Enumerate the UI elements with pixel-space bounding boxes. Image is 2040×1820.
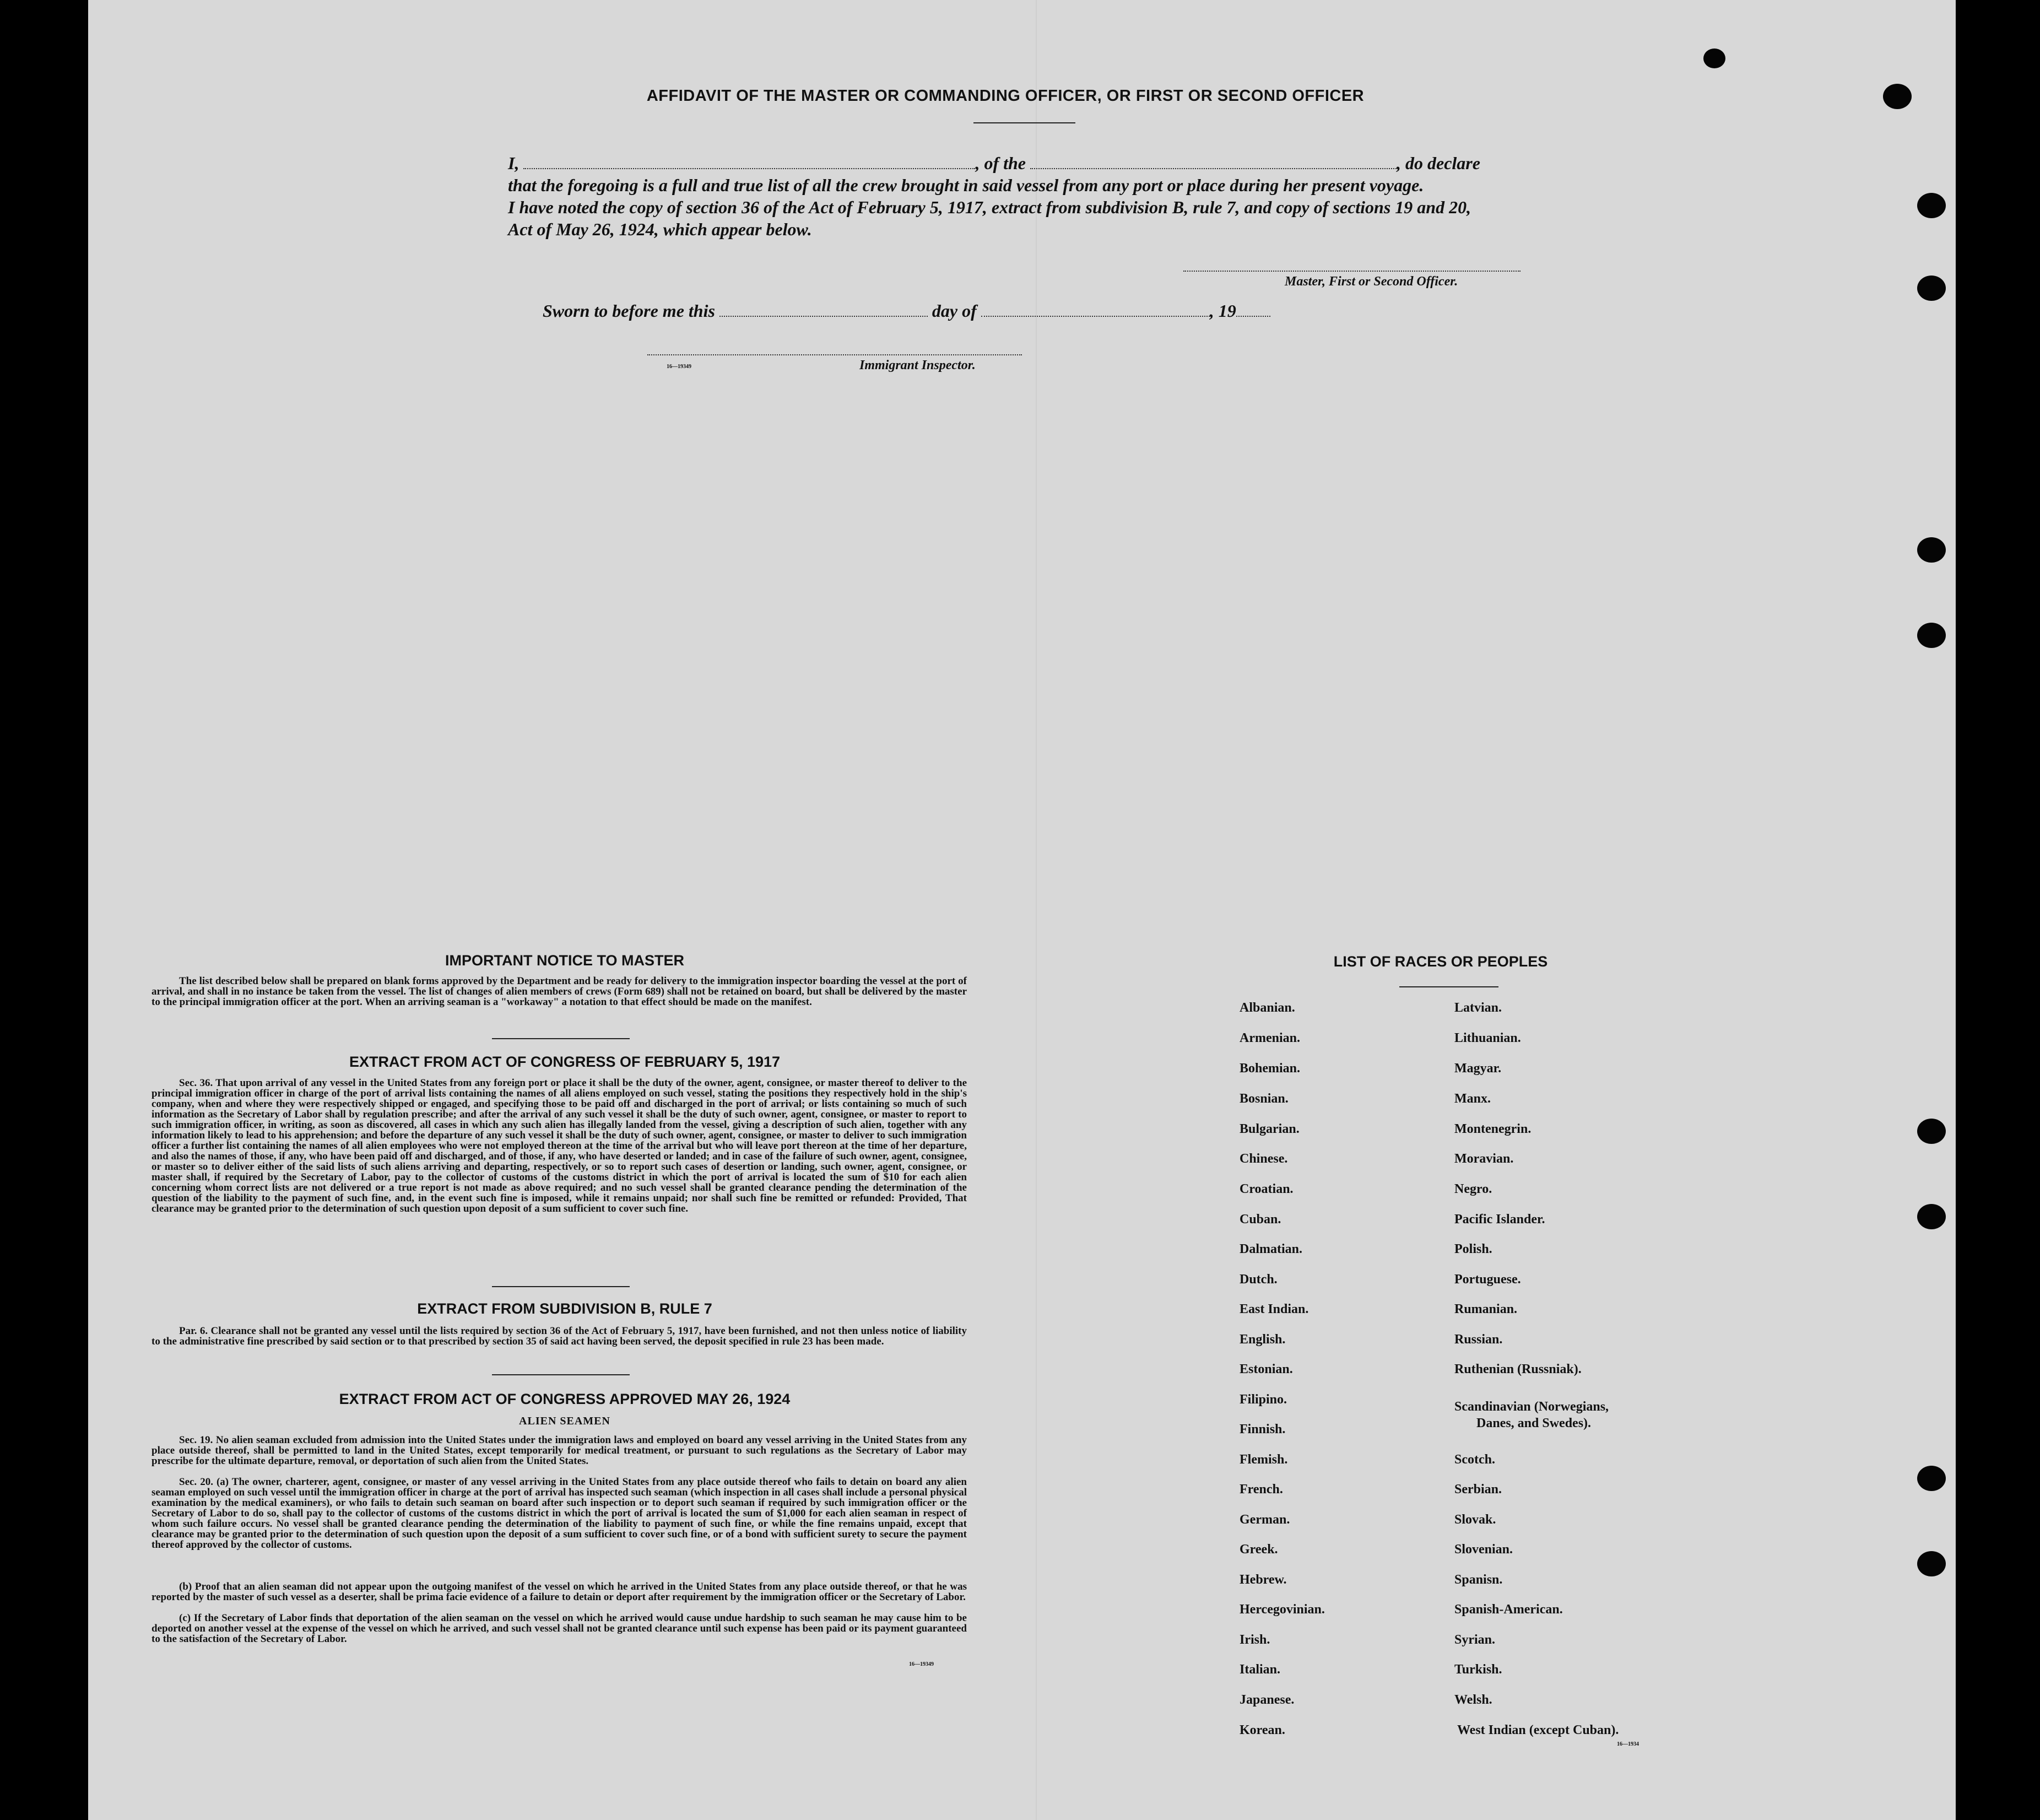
race-item: English. bbox=[1240, 1332, 1286, 1347]
race-item: Syrian. bbox=[1454, 1633, 1496, 1647]
sec20b-text: (b) Proof that an alien seaman did not appear upon the outgoing manifest of the vessel on which he arrived in the United States from any place outside thereof, or that he was reported by the master of such vessel as a deserter, shall be prima facie evidence of a failure to detain or deport after requirement by the immigration officer or the Secretary of Labor. bbox=[151, 1581, 967, 1603]
race-item: Danes, and Swedes). bbox=[1476, 1416, 1592, 1430]
race-item: Irish. bbox=[1240, 1633, 1270, 1647]
vessel-blank bbox=[1030, 168, 1397, 169]
race-item: Hercegovinian. bbox=[1240, 1602, 1325, 1617]
race-item: Moravian. bbox=[1454, 1152, 1514, 1166]
race-item: Albanian. bbox=[1240, 1001, 1295, 1015]
affidavit-i: I, bbox=[508, 153, 520, 173]
affidavit-line2: that the foregoing is a full and true list of all the crew brought in said vessel from any port or place during her present voyage. bbox=[508, 175, 1424, 195]
binder-hole bbox=[1703, 48, 1725, 68]
race-item: Korean. bbox=[1240, 1723, 1285, 1737]
sec20c-text: (c) If the Secretary of Labor finds that deportation of the alien seaman on the vessel on which he arrived would cause undue hardship to such seaman he may cause him to be deported on another vessel at the expense of the vessel on which he arrived, and such vessel shall not be granted clearance until such expense has been paid or its payment guaranteed to the satisfaction of the Secretary of Labor. bbox=[151, 1612, 967, 1645]
race-item: Slovenian. bbox=[1454, 1542, 1513, 1557]
affidavit-of-the: , of the bbox=[975, 153, 1026, 173]
races-divider bbox=[1399, 986, 1498, 987]
binder-hole bbox=[1917, 1119, 1946, 1144]
affidavit-line3: I have noted the copy of section 36 of the Act of February 5, 1917, extract from subdivision B, rule 7, and copy of sections 19 and 20, bbox=[508, 197, 1471, 217]
sec19-text: Sec. 19. No alien seaman excluded from admission into the United States under the immigration laws and employed on board any vessel arriving in the United States from any place outside thereof, shall be permitted to land in the United States, except temporarily for medical treatment, or pursuant to such regulations as the Secretary of Labor may prescribe for the ultimate departure, removal, or deportation of such alien from the United States. bbox=[151, 1434, 967, 1467]
race-item: Manx. bbox=[1454, 1092, 1491, 1106]
title-divider bbox=[973, 122, 1075, 123]
race-item: German. bbox=[1240, 1513, 1290, 1527]
day-of-text: day of bbox=[932, 301, 977, 321]
binder-hole bbox=[1917, 623, 1946, 648]
race-item: Filipino. bbox=[1240, 1392, 1287, 1407]
race-item: Italian. bbox=[1240, 1662, 1281, 1677]
race-item: Montenegrin. bbox=[1454, 1122, 1532, 1136]
extract-1917-text: Sec. 36. That upon arrival of any vessel in the United States from any foreign port or place it shall be the duty of the owner, agent, consignee, or master thereof to deliver to the principal immigration officer in charge of the port of arrival lists containing the names of all aliens employed on such vessel, stating the positions they respectively hold in the ship's company, when and where they were respectively shipped or engaged, and specifying those to be paid off and discharged in the port of arrival; or lists containing so much of such information as the Secretary of Labor shall by regulation prescribe; and after the arrival of any such vessel it shall be the duty of such owner, agent, consignee, or master to report to such immigration officer, in writing, as soon as discovered, all cases in which any such alien has illegally landed from the vessel, giving a description of such alien, together with any information likely to lead to his apprehension; and before the departure of any such vessel it shall be the duty of such owner, agent, consignee, or master to deliver to such immigration officer a further list containing the names of all alien employees who were not employed thereon at the time of the arrival but who will leave port thereon at the time of her departure, and also the names of those, if any, who have been paid off and discharged, and of those, if any, who have deserted or landed; and in case of the failure of such owner, agent, consignee, or master so to deliver either of the said lists of such aliens arriving and departing, respectively, or so to report such cases of desertion or landing, such owner, agent, consignee, or master shall, if required by the Secretary of Labor, pay to the collector of customs of the customs district in which the port of arrival is located the sum of $10 for each alien concerning whom correct lists are not delivered or a true report is not made as above required; and no such vessel shall be granted clearance pending the determination of the question of the liability to the payment of such fine, and, in the event such fine is imposed, while it remains unpaid; nor shall such fine be remitted or refunded: Provided, That clearance may be granted prior to the determination of such question upon deposit of a sum sufficient to cover such fine. bbox=[151, 1077, 967, 1214]
notice-divider bbox=[492, 1038, 630, 1039]
race-item: Cuban. bbox=[1240, 1212, 1281, 1227]
extract-1924-title: EXTRACT FROM ACT OF CONGRESS APPROVED MAY 26, 1924 bbox=[339, 1391, 791, 1407]
races-form-number: 16—1934 bbox=[1617, 1741, 1639, 1747]
race-item: Bohemian. bbox=[1240, 1061, 1301, 1076]
race-item: Flemish. bbox=[1240, 1452, 1288, 1467]
sworn-line bbox=[543, 300, 1270, 322]
alien-seamen-heading: ALIEN SEAMEN bbox=[519, 1415, 610, 1427]
race-item: East Indian. bbox=[1240, 1302, 1309, 1316]
sworn-day-blank bbox=[719, 316, 928, 317]
race-item: Spanish-American. bbox=[1454, 1602, 1563, 1617]
race-item: Armenian. bbox=[1240, 1031, 1300, 1045]
affidavit-title: AFFIDAVIT OF THE MASTER OR COMMANDING OFFICER, OR FIRST OR SECOND OFFICER bbox=[646, 87, 1365, 105]
notice-title: IMPORTANT NOTICE TO MASTER bbox=[445, 952, 684, 969]
race-item: Greek. bbox=[1240, 1542, 1278, 1557]
signature-label: Master, First or Second Officer. bbox=[1285, 274, 1458, 289]
affidavit-line1 bbox=[508, 152, 1544, 174]
extract-form-number: 16—19349 bbox=[909, 1661, 934, 1667]
affidavit-form-number: 16—19349 bbox=[667, 364, 691, 370]
race-item: Ruthenian (Russniak). bbox=[1454, 1362, 1582, 1376]
binder-hole bbox=[1917, 1466, 1946, 1491]
rule7-text: Par. 6. Clearance shall not be granted any vessel until the lists required by section 36 of the Act of February 5, 1917, have been furnished, and not then unless notice of liability to the administrative fine prescribed by said section or to that prescribed by section 35 of said act having been served, the deposit specified in rule 23 has been made. bbox=[151, 1325, 967, 1347]
race-item: Portuguese. bbox=[1454, 1272, 1521, 1287]
races-title: LIST OF RACES OR PEOPLES bbox=[1333, 953, 1548, 970]
inspector-label: Immigrant Inspector. bbox=[859, 358, 976, 372]
race-item: Bosnian. bbox=[1240, 1092, 1289, 1106]
binder-hole bbox=[1917, 1551, 1946, 1576]
rule7-divider bbox=[492, 1374, 630, 1375]
binder-hole bbox=[1917, 276, 1946, 301]
race-item: Scandinavian (Norwegians, bbox=[1454, 1400, 1609, 1414]
race-item: Japanese. bbox=[1240, 1693, 1295, 1707]
notice-text: The list described below shall be prepared on blank forms approved by the Department and be ready for delivery to the immigration inspector boarding the vessel at the port of arrival, and shall in no instance be taken from the vessel. The list of changes of alien members of crews (Form 689) shall not be retained on board, but shall be delivered by the master to the principal immigration officer at the port. When an arriving seaman is a "workaway" a notation to that effect should be made on the manifest. bbox=[151, 975, 967, 1008]
race-item: Bulgarian. bbox=[1240, 1122, 1300, 1136]
year-text: , 19 bbox=[1209, 301, 1236, 321]
race-item: Turkish. bbox=[1454, 1662, 1502, 1677]
race-item: Welsh. bbox=[1454, 1693, 1492, 1707]
race-item: Serbian. bbox=[1454, 1482, 1502, 1497]
race-item: Negro. bbox=[1454, 1182, 1492, 1196]
race-item: Spanisn. bbox=[1454, 1573, 1503, 1587]
binder-hole bbox=[1917, 1204, 1946, 1229]
race-item: Dutch. bbox=[1240, 1272, 1278, 1287]
binder-hole bbox=[1917, 193, 1946, 218]
race-item: Rumanian. bbox=[1454, 1302, 1518, 1316]
extract-1917-title: EXTRACT FROM ACT OF CONGRESS OF FEBRUARY 5, 1917 bbox=[349, 1054, 781, 1070]
rule7-title: EXTRACT FROM SUBDIVISION B, RULE 7 bbox=[417, 1300, 712, 1317]
race-item: Russian. bbox=[1454, 1332, 1503, 1347]
race-item: Latvian. bbox=[1454, 1001, 1502, 1015]
inspector-line bbox=[647, 354, 1022, 355]
affidavit-line4: Act of May 26, 1924, which appear below. bbox=[508, 219, 812, 239]
binder-hole bbox=[1883, 84, 1912, 109]
signature-line bbox=[1183, 270, 1520, 272]
extract-1917-divider bbox=[492, 1286, 630, 1287]
race-item: West Indian (except Cuban). bbox=[1457, 1723, 1619, 1737]
race-item: Hebrew. bbox=[1240, 1573, 1287, 1587]
race-item: Dalmatian. bbox=[1240, 1242, 1302, 1256]
race-item: Pacific Islander. bbox=[1454, 1212, 1545, 1227]
race-item: Estonian. bbox=[1240, 1362, 1293, 1376]
page-fold bbox=[1036, 0, 1037, 1820]
race-item: Chinese. bbox=[1240, 1152, 1288, 1166]
race-item: Slovak. bbox=[1454, 1513, 1496, 1527]
binder-hole bbox=[1917, 537, 1946, 563]
race-item: Lithuanian. bbox=[1454, 1031, 1521, 1045]
race-item: Croatian. bbox=[1240, 1182, 1294, 1196]
sworn-month-blank bbox=[981, 316, 1210, 317]
race-item: French. bbox=[1240, 1482, 1283, 1497]
sec20a-text: Sec. 20. (a) The owner, charterer, agent, consignee, or master of any vessel arriving in the United States from any place outside thereof who fails to detain on board any alien seaman employed on such vessel until the immigration officer in charge at the port of arrival has inspected such seaman (which inspection in all cases shall include a personal physical examination by the medical examiners), or who fails to detain such seaman on board after such inspection or to deport such seaman if required by such immigration officer or the Secretary of Labor to do so, shall pay to the collector of customs of the customs district in which the port of arrival is located the sum of $1,000 for each alien seaman in respect of whom such failure occurs. No vessel shall be granted clearance pending the determination of the liability to payment of such fine, or while the fine remains unpaid, except that clearance may be granted prior to the determination of such question upon the deposit of a sum sufficient to cover such fine, or of a bond with sufficient surety to secure the payment thereof approved by the collector of customs. bbox=[151, 1476, 967, 1551]
year-blank bbox=[1236, 316, 1270, 317]
race-item: Scotch. bbox=[1454, 1452, 1495, 1467]
sworn-text: Sworn to before me this bbox=[543, 301, 715, 321]
name-blank bbox=[523, 168, 975, 169]
race-item: Polish. bbox=[1454, 1242, 1492, 1256]
race-item: Magyar. bbox=[1454, 1061, 1502, 1076]
affidavit-declare: , do declare bbox=[1397, 153, 1480, 173]
race-item: Finnish. bbox=[1240, 1422, 1286, 1436]
